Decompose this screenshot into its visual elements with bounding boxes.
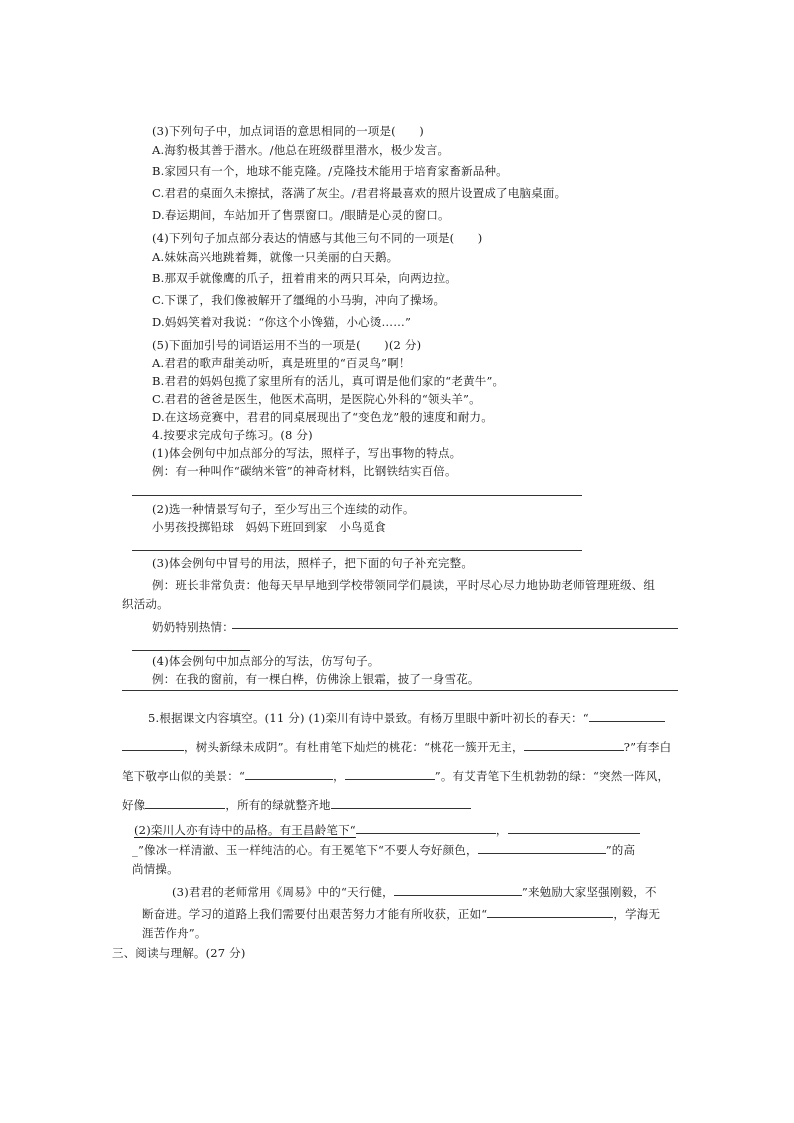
section5-line3-text: 笔下敬亭山似的美景：“ [122,769,246,783]
section4-item3-fill-prompt: 奶奶特别热情： [152,620,234,634]
section5-line6-text: _”像冰一样清澈、玉一样纯洁的心。有王冕笔下“不要人夸好颜色， [132,843,478,857]
section5-line5 [134,822,640,838]
q3-stem: (3)下列句子中，加点词语的意思相同的一项是( ) [152,124,424,138]
q5-option-a: A.君君的歌声甜美动听，真是班里的“百灵鸟”啊！ [152,356,411,370]
section5-line9-end: ，学海无 [613,907,661,921]
fill-blank[interactable] [356,822,496,834]
section4-item1-example: 例：有一种叫作“碳纳米管”的神奇材料，比钢铁结实百倍。 [152,464,457,478]
fill-blank[interactable] [589,710,665,722]
section5-line2-end: ?”有李白 [623,740,672,754]
q5-stem: (5)下面加引号的词语运用不当的一项是( )(2 分) [152,338,422,352]
section5-item2-text: (2)栾川人亦有诗中的品格。有王昌龄笔下“ [134,823,356,837]
answer-line[interactable] [232,628,678,629]
q4-option-c: C.下课了，我们像被解开了缰绳的小马驹，冲向了操场。 [152,293,446,307]
section4-item4-example: 例：在我的窗前，有一棵白桦，仿佛涂上银霜，披了一身雪花。 [152,672,480,686]
section4-item3-example: 例：班长非常负责：他每天早早地到学校带领同学们晨读，平时尽心尽力地协助老师管理班级、组 [152,578,656,592]
section5-line4-text: 好像 [122,798,146,812]
section5-line2-text: ，树头新绿未成阴”。有杜甫笔下灿烂的桃花：“桃花一簇开无主， [184,740,524,754]
section4-item3-example-cont: 织活动。 [122,597,169,611]
q4-option-b: B.那双手就像鹰的爪子，扭着甫来的两只耳朵，向两边拉。 [152,271,458,285]
fill-blank[interactable] [524,739,624,751]
fill-blank[interactable] [487,906,613,918]
comma: ， [495,823,508,837]
q5-option-d: D.在这场竞赛中，君君的同桌展现出了“变色龙”般的速度和耐力。 [152,410,493,424]
section5-line8 [172,884,657,900]
section5-item3-text: (3)君君的老师常用《周易》中的“天行健， [172,885,394,899]
fill-blank[interactable] [394,884,522,896]
fill-blank[interactable] [245,768,333,780]
q4-option-a: A.妹妹高兴地跳着舞，就像一只美丽的白天鹅。 [152,250,399,264]
fill-blank[interactable] [345,768,435,780]
fill-blank[interactable] [145,797,225,809]
section4-item1-prompt: (1)体会例句中加点部分的写法，照样子，写出事物的特点。 [152,446,462,460]
section4-item3-prompt: (3)体会例句中冒号的用法，照样子，把下面的句子补充完整。 [152,556,474,570]
section5-line9-text: 断奋进。学习的道路上我们需要付出艰苦努力才能有所收获，正如“ [142,907,488,921]
section5-line7: 尚情操。 [132,862,179,876]
section3-title: 三、阅读与理解。(27 分) [112,946,246,960]
q4-option-d: D.妈妈笑着对我说：“你这个小馋猫，小心烫……” [152,315,412,329]
comma: ， [333,769,345,783]
q3-option-b: B.家园只有一个，地球不能克隆。/克隆技术能用于培育家畜新品种。 [152,164,508,178]
section5-line6-end: ”的高 [605,843,636,857]
q3-option-c: C.君君的桌面久未擦拭，落满了灰尘。/君君将最喜欢的照片设置成了电脑桌面。 [152,186,567,200]
fill-blank[interactable] [331,797,471,809]
q3-option-d: D.春运期间，车站加开了售票窗口。/眼睛是心灵的窗口。 [152,208,450,222]
section4-item2-prompt: (2)选一种情景写句子，至少写出三个连续的动作。 [152,502,415,516]
answer-line[interactable] [132,650,250,651]
section5-line3 [122,768,669,784]
section5-line8-end: ”来勉励大家坚强刚毅，不 [521,885,657,899]
section5-line4-mid: ，所有的绿就整齐地 [225,798,331,812]
section5-line6 [132,842,635,858]
section5-line1 [148,710,665,726]
section5-line10: 涯苦作舟”。 [142,926,207,940]
fill-blank[interactable] [122,739,184,751]
section5-title-text: 5.根据课文内容填空。(11 分) (1)栾川有诗中景致。有杨万里眼中新叶初长的春天：“ [148,711,589,725]
section4-title: 4.按要求完成句子练习。(8 分) [152,428,313,442]
answer-line[interactable] [132,550,582,551]
section4-item4-prompt: (4)体会例句中加点部分的写法，仿写句子。 [152,654,380,668]
fill-blank[interactable] [508,822,640,834]
section5-line4 [122,797,471,813]
answer-line[interactable] [132,495,582,496]
q5-option-b: B.君君的妈妈包揽了家里所有的活儿，真可谓是他们家的“老黄牛”。 [152,374,505,388]
q4-stem: (4)下列句子加点部分表达的情感与其他三句不同的一项是( ) [152,231,483,245]
section5-line9 [142,906,660,922]
fill-blank[interactable] [478,842,606,854]
section5-line2 [122,739,671,755]
section4-item2-options: 小男孩投掷铅球 妈妈下班回到家 小鸟觅食 [152,520,386,534]
section5-line3-end: ”。有艾青笔下生机勃勃的绿：“突然一阵风， [434,769,670,783]
q3-option-a: A.海豹极其善于潜水。/他总在班级群里潜水，极少发言。 [152,143,450,157]
answer-line[interactable] [122,690,678,691]
q5-option-c: C.君君的爸爸是医生，他医术高明，是医院心外科的“领头羊”。 [152,392,481,406]
